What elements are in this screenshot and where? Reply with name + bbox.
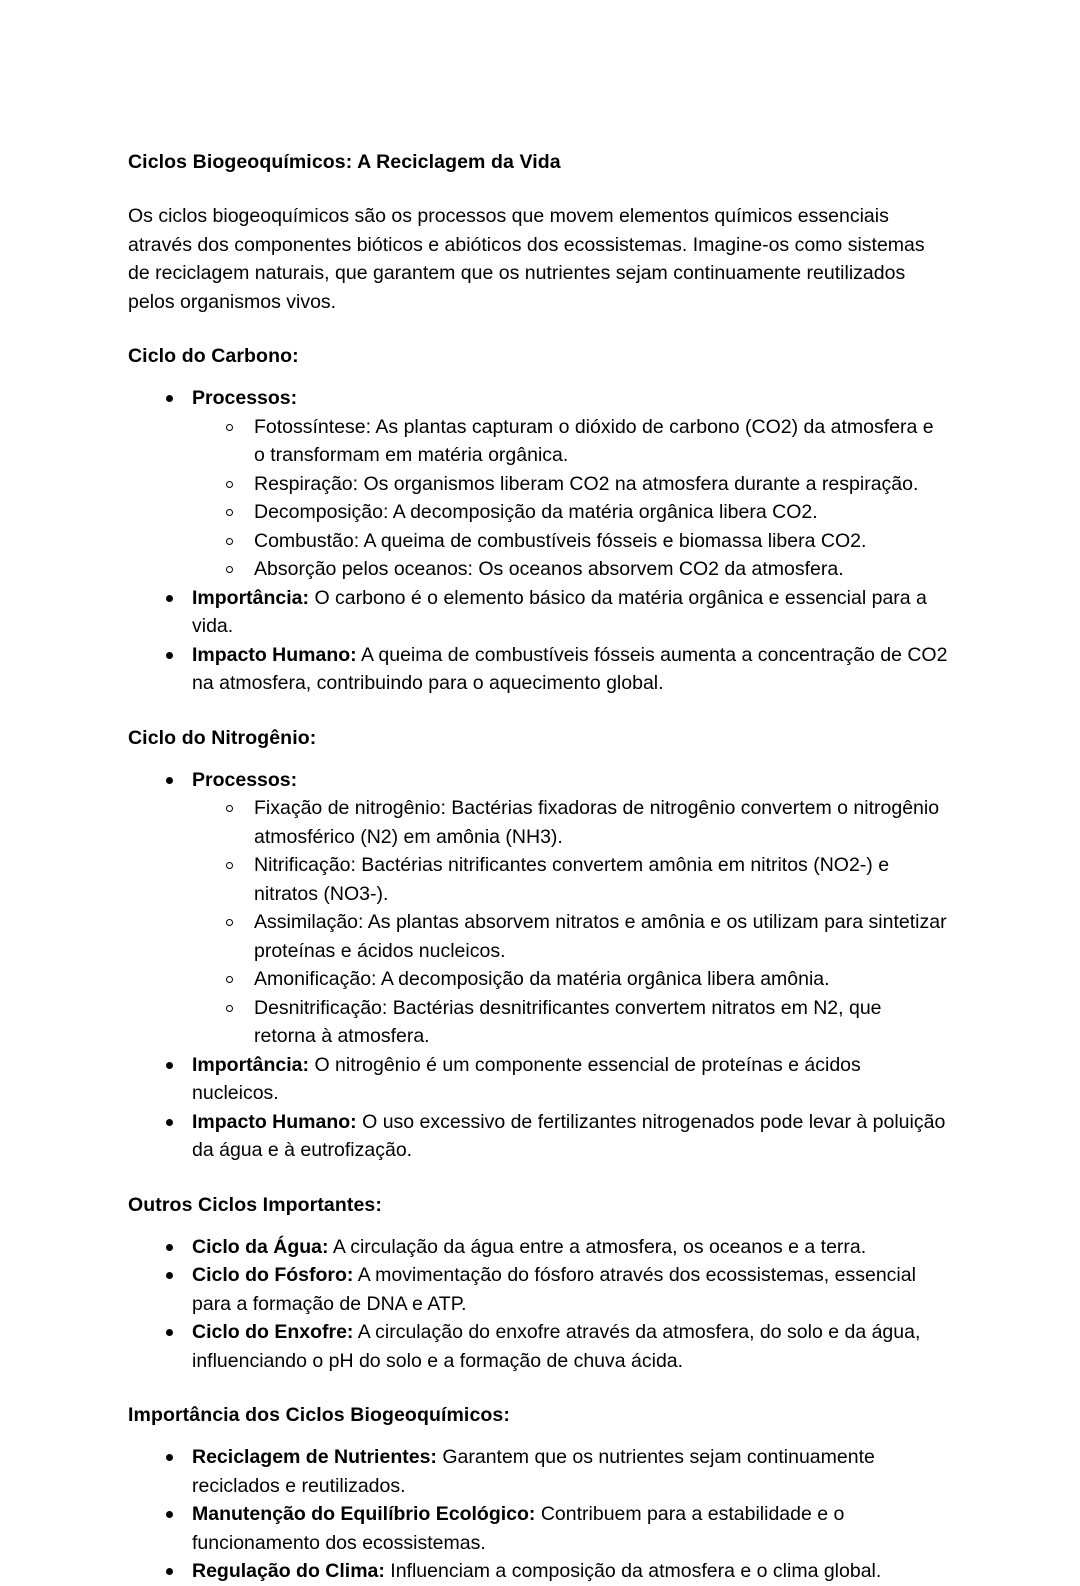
- list-item-label: Reciclagem de Nutrientes:: [192, 1446, 437, 1468]
- sub-bullet-list: [192, 413, 948, 584]
- list-item: [128, 1443, 948, 1500]
- section-bullet-list: [128, 1233, 948, 1376]
- sub-list-item: [192, 470, 948, 499]
- section-heading: Importância dos Ciclos Biogeoquímicos:: [128, 1404, 510, 1426]
- list-item: [128, 1233, 948, 1262]
- sub-list-item-text: Fotossíntese: As plantas capturam o dióxido de carbono (CO2) da atmosfera e o transformam em matéria orgânica.: [254, 415, 934, 466]
- sub-bullet-list: [192, 794, 948, 1051]
- sub-list-item-text: Respiração: Os organismos liberam CO2 na atmosfera durante a respiração.: [254, 472, 919, 495]
- list-item-text: O carbono é o elemento básico da matéria orgânica e essencial para a vida.: [192, 586, 927, 637]
- list-item: [128, 1261, 948, 1318]
- list-item-label: Importância:: [192, 586, 310, 609]
- sub-list-item-text: Nitrificação: Bactérias nitrificantes convertem amônia em nitritos (NO2-) e nitratos (NO3-).: [254, 854, 890, 905]
- list-item-text: A queima de combustíveis fósseis aumenta a concentração de CO2 na atmosfera, contribuindo para o aquecimento global.: [192, 643, 948, 694]
- list-item: [128, 584, 948, 641]
- list-item-text: Contribuem para a estabilidade e o funcionamento dos ecossistemas.: [192, 1503, 845, 1554]
- list-item: [128, 641, 948, 698]
- list-item: [128, 1051, 948, 1108]
- sub-list-item: [192, 555, 948, 584]
- section-heading: Ciclo do Carbono:: [128, 345, 299, 367]
- intro-paragraph: Os ciclos biogeoquímicos são os processos que movem elementos químicos essenciais através dos componentes bióticos e abióticos dos ecossistemas. Imagine-os como sistemas de reciclagem naturais, que garantem que os nutrientes sejam continuamente reutilizados pelos organismos vivos.: [128, 205, 925, 313]
- list-item: [128, 1500, 948, 1557]
- list-item-label: Impacto Humano:: [192, 1110, 357, 1133]
- list-item: [128, 1318, 948, 1375]
- section-heading: Outros Ciclos Importantes:: [128, 1193, 382, 1216]
- sub-list-item: [192, 413, 948, 470]
- list-item-label: Importância:: [192, 1053, 310, 1076]
- section-bullet-list: [128, 766, 948, 1165]
- list-item-label: Impacto Humano:: [192, 643, 357, 666]
- list-item: [128, 1108, 948, 1165]
- list-item-text: A circulação do enxofre através da atmosfera, do solo e da água, influenciando o pH do solo e a formação de chuva ácida.: [192, 1321, 921, 1372]
- list-item: [128, 384, 948, 584]
- sub-list-item-text: Combustão: A queima de combustíveis fósseis e biomassa libera CO2.: [254, 529, 867, 552]
- list-item-label: Processos:: [192, 387, 298, 409]
- list-item-text: O nitrogênio é um componente essencial de proteínas e ácidos nucleicos.: [192, 1053, 861, 1104]
- sub-list-item-text: Absorção pelos oceanos: Os oceanos absorvem CO2 da atmosfera.: [254, 558, 844, 580]
- sub-list-item-text: Fixação de nitrogênio: Bactérias fixadoras de nitrogênio convertem o nitrogênio atmosférico (N2) em amônia (NH3).: [254, 797, 940, 848]
- list-item-label: Regulação do Clima:: [192, 1560, 385, 1582]
- sub-list-item: [192, 851, 948, 908]
- sub-list-item: [192, 965, 948, 994]
- sub-list-item-text: Desnitrificação: Bactérias desnitrificantes convertem nitratos em N2, que retorna à atmosfera.: [254, 996, 882, 1047]
- list-item: [128, 766, 948, 1051]
- sub-list-item: [192, 908, 948, 965]
- sub-list-item: [192, 994, 948, 1051]
- list-item-text: Garantem que os nutrientes sejam continuamente reciclados e reutilizados.: [192, 1446, 875, 1497]
- list-item-label: Ciclo do Fósforo:: [192, 1264, 354, 1286]
- sub-list-item-text: Amonificação: A decomposição da matéria orgânica libera amônia.: [254, 968, 830, 990]
- section-bullet-list: [128, 384, 948, 698]
- document-body: [128, 148, 948, 1586]
- list-item-label: Ciclo do Enxofre:: [192, 1321, 354, 1343]
- list-item-label: Processos:: [192, 768, 298, 791]
- sub-list-item: [192, 527, 948, 556]
- list-item-text: A circulação da água entre a atmosfera, os oceanos e a terra.: [328, 1235, 867, 1258]
- sub-list-item-text: Assimilação: As plantas absorvem nitratos e amônia e os utilizam para sintetizar proteínas e ácidos nucleicos.: [254, 911, 947, 962]
- sub-list-item: [192, 498, 948, 527]
- list-item-text: O uso excessivo de fertilizantes nitrogenados pode levar à poluição da água e à eutrofização.: [192, 1110, 946, 1161]
- list-item-text: A movimentação do fósforo através dos ecossistemas, essencial para a formação de DNA e ATP.: [192, 1264, 916, 1315]
- list-item-label: Ciclo da Água:: [192, 1235, 329, 1258]
- list-item-label: Manutenção do Equilíbrio Ecológico:: [192, 1503, 536, 1525]
- sub-list-item: [192, 794, 948, 851]
- list-item-text: Influenciam a composição da atmosfera e o clima global.: [384, 1560, 882, 1582]
- section-heading: Ciclo do Nitrogênio:: [128, 726, 317, 749]
- sections-container: [128, 342, 948, 1586]
- list-item: [128, 1557, 948, 1586]
- section-bullet-list: [128, 1443, 948, 1586]
- sub-list-item-text: Decomposição: A decomposição da matéria orgânica libera CO2.: [254, 501, 818, 523]
- document-title: Ciclos Biogeoquímicos: A Reciclagem da Vida: [128, 151, 561, 173]
